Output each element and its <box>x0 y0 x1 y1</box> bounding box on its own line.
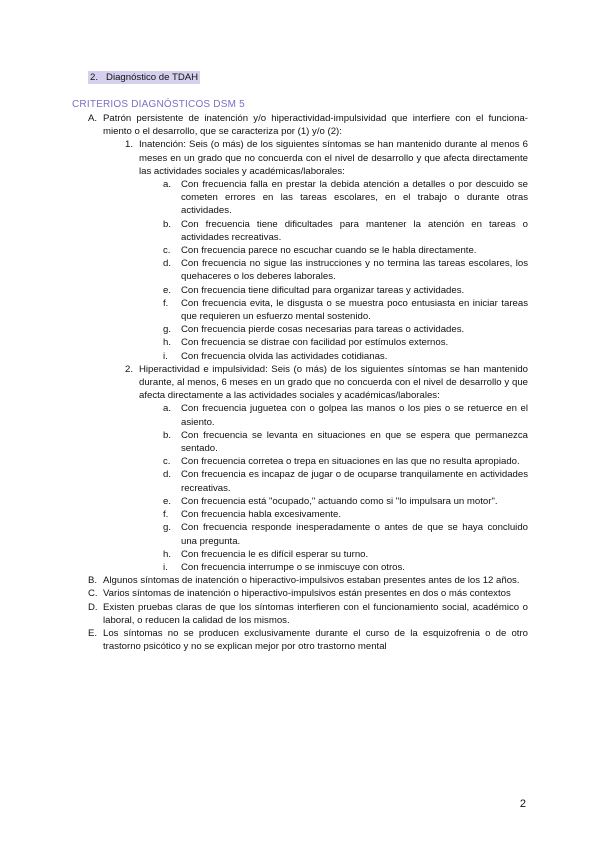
symptom-item <box>163 455 528 468</box>
symptom-text: Con frecuencia corretea o trepa en situaciones en las que no resulta apropiado. <box>181 456 520 468</box>
symptom-text: Con frecuencia interrumpe o se inmiscuye con otros. <box>181 561 405 573</box>
symptom-text: Con frecuencia tiene dificultad para organizar tareas y actividades. <box>181 284 465 296</box>
symptom-label: d. <box>163 469 172 481</box>
criterion-text: Varios síntomas de inatención o hiperactivo-impulsivos están presentes en dos o más contextos <box>103 588 511 600</box>
symptom-item <box>163 495 528 508</box>
symptom-text: Con frecuencia evita, le disgusta o se muestra poco entusiasta en iniciar tareas que requieren un esfuerzo mental sostenido. <box>181 297 528 323</box>
criteria-title: CRITERIOS DIAGNÓSTICOS DSM 5 <box>72 99 245 110</box>
criterion-text: Existen pruebas claras de que los síntomas interfieren con el funcionamiento social, académico o laboral, o reducen la calidad de los mismos. <box>103 601 528 626</box>
criterion-c <box>88 587 528 600</box>
sub-criterion-text: Hiperactividad e impulsividad: Seis (o más) de los siguientes síntomas se han mantenido durante, al menos, 6 meses en un grado que no concuerda con el nivel de desarrollo y que afecta directamente a las actividades sociales y académicas/laborales: <box>139 363 528 402</box>
symptom-item <box>163 284 528 297</box>
sub-criterion-2 <box>125 363 528 403</box>
criterion-d <box>88 601 528 627</box>
symptom-label: g. <box>163 324 172 336</box>
symptom-item <box>163 178 528 218</box>
criterion-text: Algunos síntomas de inatención o hiperactivo-impulsivos estaban presentes antes de los 12 años. <box>103 575 520 587</box>
sub-criterion-label: 1. <box>125 139 134 151</box>
symptom-item <box>163 350 528 363</box>
symptom-text: Con frecuencia responde inesperadamente o antes de que se haya concluido una pregunta. <box>181 522 528 547</box>
criterion-label: E. <box>88 627 98 639</box>
sub-criterion-1 <box>125 138 528 178</box>
symptom-item <box>163 257 528 283</box>
criterion-e <box>88 627 528 653</box>
page-number: 2 <box>519 798 526 810</box>
symptom-label: c. <box>163 456 171 468</box>
symptom-item <box>163 402 528 428</box>
symptom-label: e. <box>163 284 172 296</box>
criterion-text: Los síntomas no se producen exclusivamente durante el curso de la esquizofrenia o de otro trastorno psicótico y no se explican mejor por otro trastorno mental <box>103 627 528 653</box>
symptom-label: h. <box>163 337 172 349</box>
sub-criterion-label: 2. <box>125 363 134 375</box>
symptom-item <box>163 429 528 455</box>
symptom-label: a. <box>163 403 172 415</box>
criterion-b <box>88 574 528 587</box>
criterion-label: B. <box>88 575 98 587</box>
section-heading-highlight <box>88 71 200 84</box>
symptom-label: e. <box>163 495 172 507</box>
symptom-text: Con frecuencia tiene dificultades para mantener la atención en tareas o actividades recreativas. <box>181 218 528 243</box>
symptom-label: b. <box>163 218 172 230</box>
symptom-label: b. <box>163 429 172 441</box>
symptom-label: d. <box>163 258 172 270</box>
criterion-text: Patrón persistente de inatención y/o hiperactividad-impulsividad que interfiere con el funciona-miento o el desarrollo, que se caracteriza por (1) y/o (2): <box>103 113 528 138</box>
symptom-label: c. <box>163 245 171 257</box>
symptom-item <box>163 468 528 494</box>
symptom-text: Con frecuencia pierde cosas necesarias para tareas o actividades. <box>181 324 465 336</box>
section-title: Diagnóstico de TDAH <box>106 72 199 83</box>
symptom-text: Con frecuencia falla en prestar la debida atención a detalles o por descuido se cometen errores en las tareas escolares, en el trabajo o durante otras actividades. <box>181 179 528 217</box>
symptom-text: Con frecuencia es incapaz de jugar o de ocuparse tranquilamente en actividades recreativas. <box>181 469 528 494</box>
symptom-text: Con frecuencia está "ocupado," actuando como si "lo impulsara un motor". <box>181 495 498 507</box>
symptom-item <box>163 244 528 257</box>
symptom-text: Con frecuencia se levanta en situaciones en que se espera que permanezca sentado. <box>181 429 528 455</box>
symptom-item <box>163 323 528 336</box>
symptom-label: i. <box>163 561 168 573</box>
symptom-item <box>163 521 528 547</box>
symptom-item <box>163 561 528 574</box>
symptom-text: Con frecuencia no sigue las instrucciones y no termina las tareas escolares, los quehaceres o los deberes laborales. <box>181 258 528 283</box>
symptom-label: f. <box>163 297 169 309</box>
symptom-text: Con frecuencia le es difícil esperar su turno. <box>181 548 369 560</box>
symptom-label: i. <box>163 350 168 362</box>
symptom-text: Con frecuencia olvida las actividades cotidianas. <box>181 350 388 362</box>
symptom-item <box>163 548 528 561</box>
symptom-text: Con frecuencia parece no escuchar cuando se le habla directamente. <box>181 245 477 257</box>
section-heading <box>88 71 200 84</box>
section-number: 2. <box>90 72 99 83</box>
criterion-label: D. <box>88 601 98 613</box>
sub-criterion-text: Inatención: Seis (o más) de los siguientes síntomas se han mantenido durante al menos 6 meses en un grado que no concuerda con el nivel de desarrollo y que afecta directamente las actividades sociales y académicas/laborales: <box>139 139 528 177</box>
symptom-text: Con frecuencia juguetea con o golpea las manos o los pies o se retuerce en el asiento. <box>181 403 528 428</box>
criterion-label: C. <box>88 588 98 600</box>
symptom-text: Con frecuencia habla excesivamente. <box>181 509 341 521</box>
symptom-item <box>163 297 528 323</box>
symptom-item <box>163 336 528 349</box>
criterion-a <box>88 112 528 138</box>
symptom-label: h. <box>163 548 172 560</box>
symptom-label: a. <box>163 179 172 191</box>
symptom-text: Con frecuencia se distrae con facilidad por estímulos externos. <box>181 337 449 349</box>
criteria-list <box>88 112 528 653</box>
symptom-item <box>163 508 528 521</box>
criterion-label: A. <box>88 113 98 124</box>
symptom-label: g. <box>163 522 172 534</box>
symptom-label: f. <box>163 509 169 521</box>
symptom-item <box>163 218 528 244</box>
